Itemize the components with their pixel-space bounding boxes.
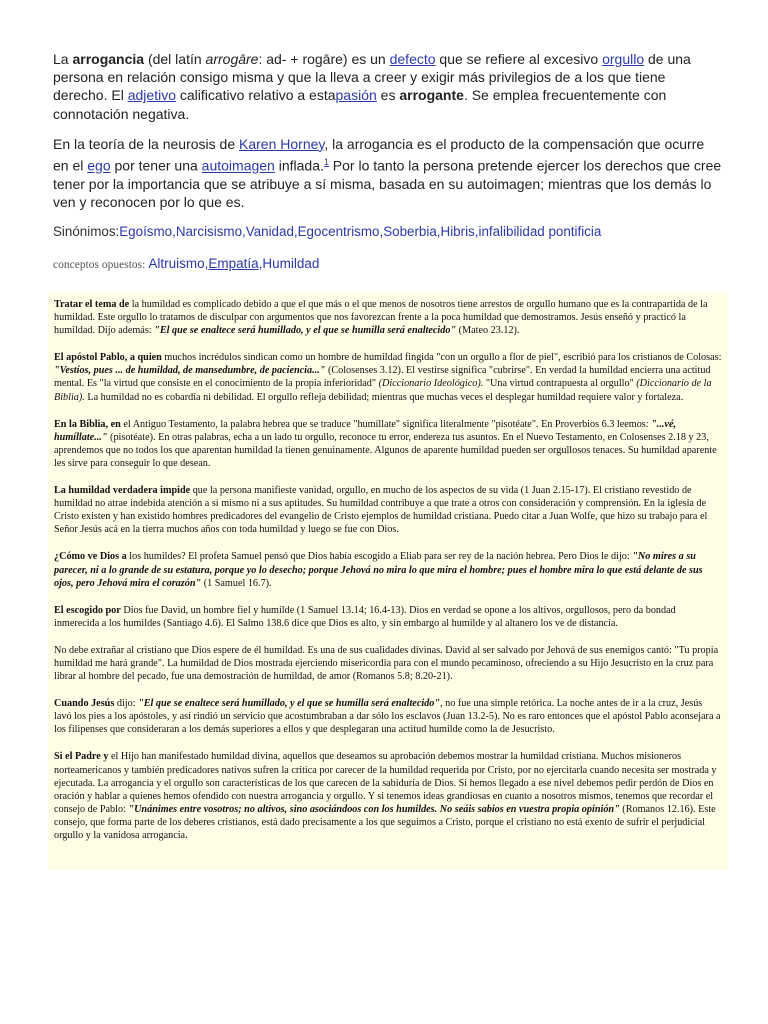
article-paragraph-9 bbox=[54, 750, 722, 842]
intro-paragraph-1 bbox=[53, 50, 723, 123]
text: No debe extrañar al cristiano que Dios espere de él humildad. Es una de sus cualidades divinas. David al ser salvado por Jehová de sus enemigos cantó: "Tu propia humildad me hará grande". La humildad de Dios mostrada ejerciendo misericordia para con el mundo pecaminoso, ofreciendo a su Hijo Jesucristo en la cruz para librar al hombre del pecado, fue una demostración de humildad, de amor (Romanos 5.8; 8.20-21). bbox=[54, 644, 719, 683]
link-autoimagen[interactable]: autoimagen bbox=[201, 157, 275, 174]
text: Por lo tanto la persona pretende ejercer los derechos que cree tener por la importancia que se atribuye a sí misma, basada en su autoimagen; mientras que los demás lo ven y reconocen por lo que es. bbox=[53, 157, 722, 211]
text: muchos incrédulos sindican como un hombre de humildad fingida "con un orgullo a flor de piel", escribió para los cristianos de Colosas: bbox=[161, 352, 722, 364]
synonyms-line bbox=[53, 223, 723, 241]
opposites-label: conceptos opuestos: bbox=[53, 259, 146, 272]
lead-in: El escogido por bbox=[54, 604, 121, 616]
article-paragraph-1 bbox=[54, 298, 722, 337]
quote: "...vé, humíllate..." bbox=[54, 418, 677, 443]
link-pasion[interactable]: pasión bbox=[335, 87, 377, 104]
text: el Antiguo Testamento, la palabra hebrea que se traduce "humíllate" significa literalmente "pisotéate". En Proverbios 6.3 leemos: bbox=[120, 418, 652, 430]
lead-in: En la Biblia, en bbox=[54, 418, 121, 430]
term-arrogancia: arrogancia bbox=[72, 51, 145, 67]
text: los humildes? El profeta Samuel pensó que Dios había escogido a Eliab para ser rey de la nación hebrea. Pero Dios le dijo: bbox=[126, 551, 633, 563]
quote: "El que se enaltece será humillado, y el que se humilla será enaltecido" bbox=[154, 325, 457, 337]
text: (pisotéate). En otras palabras, echa a un lado tu orgullo, reconoce tu error, endereza tus asuntos. En el Nuevo Testamento, en Colosenses 2.18 y 23, aprendemos que no todos los que aparentan humildad la tienen genuinamente. Algunos de aparente humildad pueden ser orgullosos tenaces. Su humildad aparente les sirve para conseguir lo que desean. bbox=[54, 431, 717, 469]
term-arrogante: arrogante bbox=[399, 87, 464, 104]
article-paragraph-6 bbox=[54, 604, 722, 630]
lead-in: Tratar el tema de bbox=[54, 299, 130, 310]
opposites-line bbox=[53, 255, 723, 274]
intro-section bbox=[53, 50, 723, 287]
synonyms-list: Egoísmo,Narcisismo,Vanidad,Egocentrismo,Soberbia,Hibris,infalibilidad pontificia bbox=[119, 224, 602, 240]
text: (1 Samuel 16.7). bbox=[201, 577, 272, 589]
text: que la persona manifieste vanidad, orgullo, en mucho de los aspectos de su vida (1 Juan 2.15-17). El cristiano revestido de humildad no atrae indebida atención a sí mismo ni a sus aptitudes. Su humildad contribuye a que trate a otros con consideración y comprensión. En la iglesia de Cristo existen y han existido hombres predicadores del evangelio de Cristo ejemplos de humildad cristiana. Puedo citar a Juan Wolfe, que hizo su trabajo para el Señor Jesús acá en la tierra muchos años con toda humildad y luego se fue con Dios. bbox=[54, 485, 708, 536]
article-paragraph-4 bbox=[54, 484, 722, 536]
text: de una persona en relación consigo misma y que la lleva a creer y exigir más privilegios de a los que tiene derecho. El bbox=[53, 51, 691, 104]
text: dijo: bbox=[114, 698, 139, 710]
quote: "El que se enaltece será humillado, y el que se humilla será enaltecido" bbox=[138, 698, 441, 710]
link-karen-horney[interactable]: Karen Horney bbox=[239, 135, 325, 152]
text: Dios fue David, un hombre fiel y humilde (1 Samuel 13.14; 16.4-13). Dios en verdad se opone a los altivos, orgullosos, pero da bondad inmerecida a los humildes (Santiago 4.6). El Salmo 138.6 dice que Dios es alto, y sin embargo al humilde y al altanero los ve de distancia. bbox=[54, 604, 676, 629]
article-paragraph-3 bbox=[54, 418, 722, 470]
text: (Romanos 12.16). Este consejo, que forma parte de los deberes cristianos, está dado precisamente a los que seguimos a Cristo, porque el cristiano no está exento de sufrir el perjudicial orgullo y la vanidosa arrogancia. bbox=[54, 803, 716, 841]
link-empatia[interactable]: Empatía bbox=[208, 256, 259, 272]
text: es bbox=[376, 87, 400, 104]
quote: "Vestíos, pues ... de humildad, de mansedumbre, de paciencia..." bbox=[54, 365, 326, 377]
text: inflada. bbox=[274, 157, 324, 174]
link-defecto[interactable]: defecto bbox=[389, 51, 436, 67]
opposite-altruismo: Altruismo, bbox=[148, 256, 209, 272]
lead-in: La humildad verdadera impide bbox=[54, 485, 191, 497]
lead-in: ¿Cómo ve Dios a bbox=[54, 551, 127, 563]
text: La humildad no es cobardía ni debilidad. El orgullo refleja debilidad; mientras que muchas veces el desplegar humildad requiere valor y fortaleza. bbox=[84, 391, 684, 403]
text: : ad- + rogāre) es un bbox=[258, 51, 390, 67]
citation: (Diccionario de la Biblia). bbox=[54, 378, 712, 403]
text: (Mateo 23.12). bbox=[456, 325, 520, 337]
text: , no fue una simple retórica. La noche antes de ir a la cruz, Jesús lavó los pies a los apóstoles, y así rindió un servicio que acostumbraban a dar sólo los esclavos (Juan 13.2-5). No es raro entonces que el apóstol Pablo aconsejara a los filipenses que consideraran a los demás superiores a ellos y que desplegaran una actitud humilde como la de Jesucristo. bbox=[54, 698, 721, 736]
text: . Se emplea frecuentemente con connotación negativa. bbox=[53, 87, 667, 122]
article-paragraph-8 bbox=[54, 697, 722, 736]
lead-in: Si el Padre y bbox=[54, 751, 109, 763]
lead-in: El apóstol Pablo, a quien bbox=[54, 352, 162, 364]
article-paragraph-2 bbox=[54, 351, 722, 403]
reference-link[interactable]: 1 bbox=[323, 157, 329, 168]
text: que se refiere al excesivo bbox=[435, 51, 603, 67]
link-adjetivo[interactable]: adjetivo bbox=[127, 87, 176, 104]
intro-paragraph-2 bbox=[53, 135, 723, 211]
text: (del latín bbox=[144, 51, 206, 67]
quote: "No mires a su parecer, ni a lo grande de su estatura, porque yo lo desecho; porque Jehová no mira lo que mira el hombre; pues el hombre mira lo que está delante de sus ojos, pero Jehová mira el corazón" bbox=[54, 551, 703, 589]
quote: "Unánimes entre vosotros; no altivos, sino asociándoos con los humildes. No seáis sabios en vuestra propia opinión" bbox=[128, 803, 620, 815]
opposite-humildad: ,Humildad bbox=[258, 256, 320, 272]
text: La bbox=[53, 51, 73, 67]
citation: (Diccionario Ideológico). bbox=[378, 378, 484, 390]
text: En la teoría de la neurosis de bbox=[53, 135, 240, 152]
etymology: arrogāre bbox=[205, 51, 259, 67]
article-paragraph-5 bbox=[54, 550, 722, 589]
link-orgullo[interactable]: orgullo bbox=[602, 51, 645, 67]
text: "Una virtud contrapuesta al orgullo" bbox=[483, 378, 637, 390]
text: , la arrogancia es el producto de la compensación que ocurre en el bbox=[53, 135, 705, 174]
text: la humildad es complicado debido a que el que más o el que menos de nosotros tiene arrestos de orgullo humano que es la contrapartida de la humildad. Este orgullo lo tratamos de disculpar con argumentos que nos favorezcan frente a la poca humildad que demostramos. Jesús enseñó y practicó la humildad. Dijo además: bbox=[54, 299, 708, 337]
text: por tener una bbox=[110, 157, 202, 174]
synonyms-label: Sinónimos: bbox=[53, 224, 120, 240]
link-ego[interactable]: ego bbox=[87, 157, 111, 174]
text: (Colosenses 3.12). El vestirse significa "cubrirse". En verdad la humildad encierra una actitud mental. Es "la virtud que consiste en el conocimiento de la propia inferioridad" bbox=[54, 365, 711, 390]
text: el Hijo han manifestado humildad divina, aquellos que deseamos su aprobación debemos mostrar la humildad cristiana. Muchos misioneros norteamericanos y también predicadores nativos sufren la crítica por carecer de la humildad requerida por Cristo, por no ejercitarla cuando necesita ser mostrada y ejecutada. La arrogancia y el orgullo son características de los que carecen de la sabiduría de Dios. Si hemos llegado a ese nivel debemos pedir perdón de Dios en oración y hablar a quienes hemos ofendido con nuestra arrogancia y orgullo. Y si tenemos ideas grandiosas en cuanto a nosotros mismos, tenemos que recordar el consejo de Pablo: bbox=[54, 751, 717, 815]
lead-in: Cuando Jesús bbox=[54, 698, 115, 710]
text: calificativo relativo a esta bbox=[175, 87, 336, 104]
humility-article-box bbox=[48, 292, 728, 870]
article-paragraph-7 bbox=[54, 644, 722, 683]
